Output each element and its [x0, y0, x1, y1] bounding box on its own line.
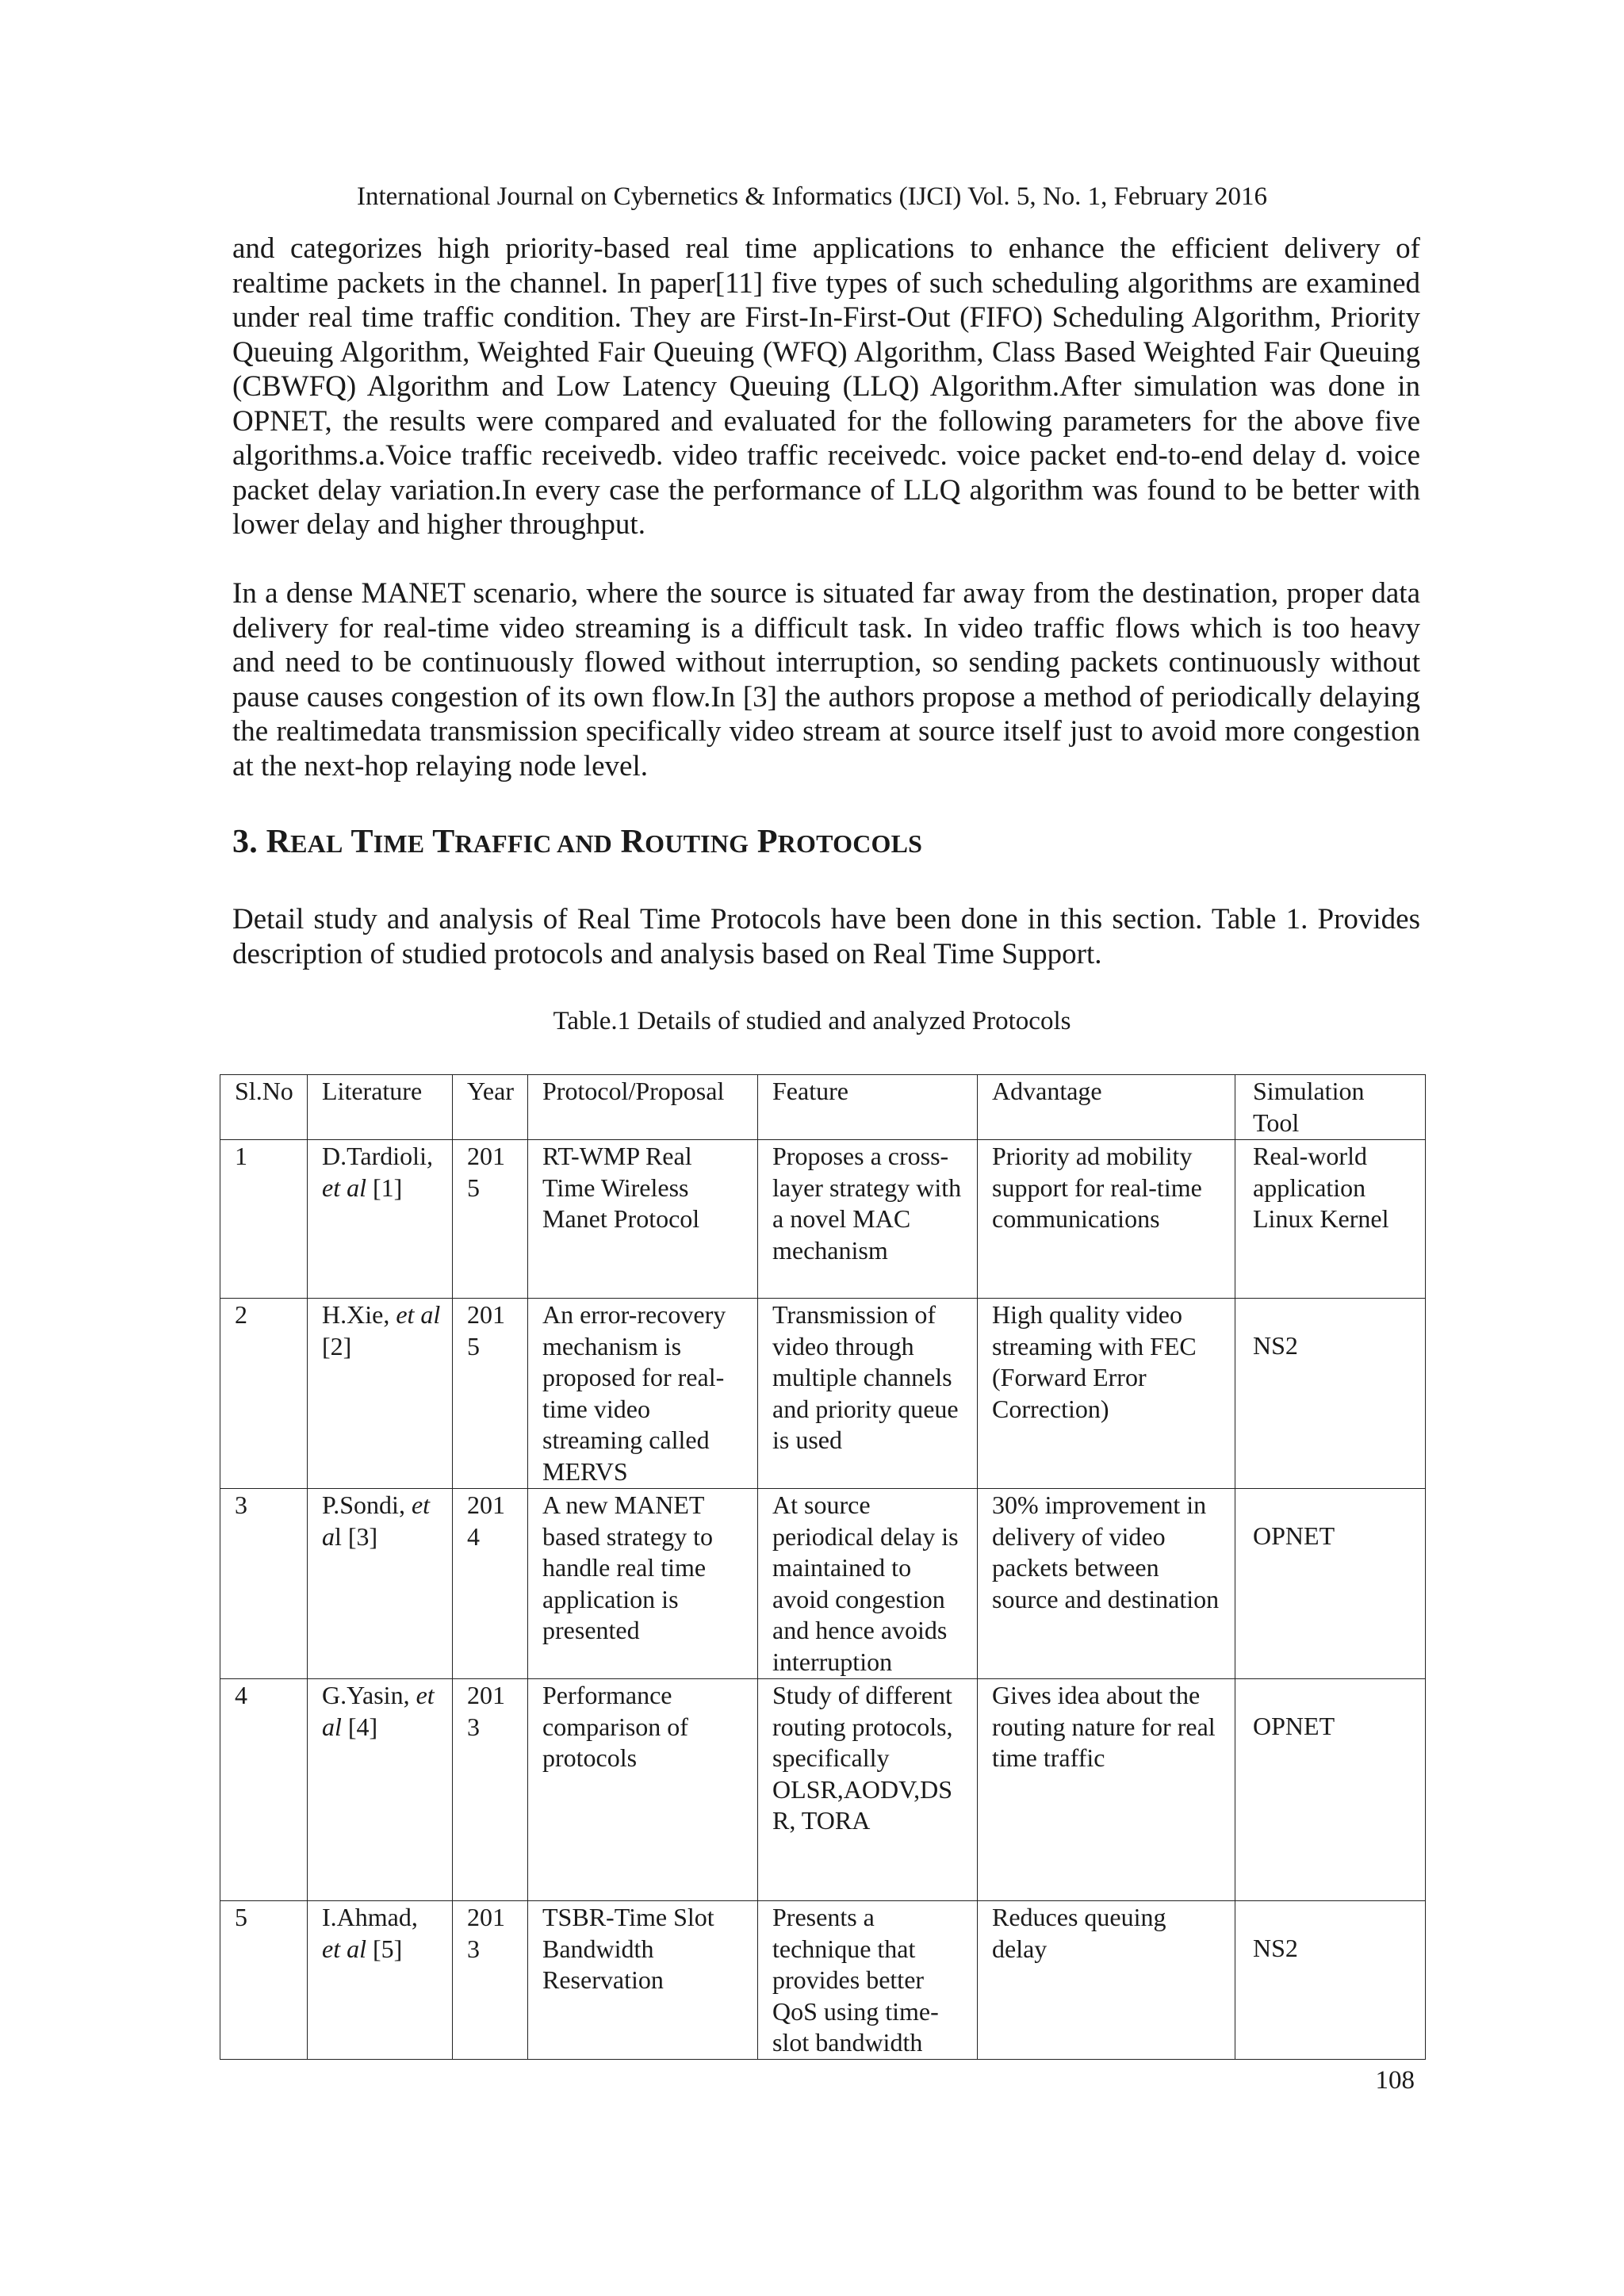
cell-simulation-tool [1235, 1489, 1426, 1679]
section-title-word-2-cap: T [350, 824, 373, 860]
cell-literature [308, 1489, 453, 1679]
cell-feature: At source periodical delay is maintained to avoid congestion and hence avoids interruption [758, 1489, 978, 1679]
simulation-tool-label: NS2 [1253, 1331, 1298, 1360]
cell-feature: Proposes a cross-layer strategy with a novel MAC mechanism [758, 1140, 978, 1299]
cell-literature [308, 1679, 453, 1901]
table-header-row [220, 1075, 1426, 1140]
section-title-word-5-cap: P [756, 824, 778, 860]
section-title-word-4-rest: OUTING [645, 829, 749, 858]
header-advantage: Advantage [978, 1075, 1235, 1140]
literature-etal: et a [322, 1490, 431, 1551]
cell-protocol: TSBR-Time Slot Bandwidth Reservation [528, 1901, 758, 2060]
cell-advantage: Priority ad mobility support for real-time communications [978, 1140, 1235, 1299]
header-feature: Feature [758, 1075, 978, 1140]
cell-simulation-tool: Real-world application Linux Kernel [1235, 1140, 1426, 1299]
cell-year: 2015 [453, 1299, 528, 1489]
literature-ref: l [3] [335, 1521, 378, 1551]
literature-author: P.Sondi, [322, 1490, 412, 1519]
cell-simulation-tool [1235, 1679, 1426, 1901]
section-title-word-5-rest: ROTOCOLS [777, 829, 923, 858]
cell-literature [308, 1299, 453, 1489]
cell-year: 2015 [453, 1140, 528, 1299]
cell-advantage: High quality video streaming with FEC (Forward Error Correction) [978, 1299, 1235, 1489]
section-number: 3. [232, 824, 266, 860]
section-title-word-4-cap: R [620, 824, 645, 860]
cell-literature [308, 1140, 453, 1299]
cell-year: 2014 [453, 1489, 528, 1679]
table-row [220, 1299, 1426, 1489]
cell-slno: 1 [220, 1140, 308, 1299]
header-year: Year [453, 1075, 528, 1140]
cell-simulation-tool [1235, 1901, 1426, 2060]
cell-slno: 3 [220, 1489, 308, 1679]
cell-slno: 4 [220, 1679, 308, 1901]
section-title-word-3-rest: RAFFIC AND [454, 829, 612, 858]
cell-feature: Presents a technique that provides better QoS using time-slot bandwidth [758, 1901, 978, 2060]
table-row [220, 1679, 1426, 1901]
section-title-word-1-cap: R [266, 824, 291, 860]
header-literature: Literature [308, 1075, 453, 1140]
literature-author: H.Xie, [322, 1300, 396, 1329]
cell-feature: Transmission of video through multiple channels and priority queue is used [758, 1299, 978, 1489]
literature-etal: , et al [322, 1142, 433, 1202]
table-caption: Table.1 Details of studied and analyzed Protocols [553, 1007, 1071, 1035]
literature-etal: et al [322, 1934, 366, 1963]
header-protocol: Protocol/Proposal [528, 1075, 758, 1140]
page-number: 108 [1375, 2066, 1415, 2095]
literature-author: G.Yasin, [322, 1681, 416, 1709]
table-row [220, 1901, 1426, 2060]
cell-slno: 5 [220, 1901, 308, 2060]
body-paragraph-2: In a dense MANET scenario, where the source is situated far away from the destination, proper data delivery for real-time video streaming is a difficult task. In video traffic flows which is too heavy and need to be continuously flowed without interruption, so sending packets continuously without pause causes congestion of its own flow.In [3] the authors propose a method of periodically delaying the realtimedata transmission specifically video stream at source itself just to avoid more congestion at the next-hop relaying node level. [232, 577, 1420, 783]
body-paragraph-1: and categorizes high priority-based real time applications to enhance the efficient delivery of realtime packets in the channel. In paper[11] five types of such scheduling algorithms are examined under real time traffic condition. They are First-In-First-Out (FIFO) Scheduling Algorithm, Priority Queuing Algorithm, Weighted Fair Queuing (WFQ) Algorithm, Class Based Weighted Fair Queuing (CBWFQ) Algorithm and Low Latency Queuing (LLQ) Algorithm.After simulation was done in OPNET, the results were compared and evaluated for the following parameters for the above five algorithms.a.Voice traffic receivedb. video traffic receivedc. voice packet end-to-end delay d. voice packet delay variation.In every case the performance of LLQ algorithm was found to be better with lower delay and higher throughput. [232, 232, 1420, 541]
cell-literature [308, 1901, 453, 2060]
literature-author: D.Tardioli [322, 1142, 427, 1170]
literature-ref: [5] [366, 1934, 403, 1963]
table-row [220, 1489, 1426, 1679]
cell-protocol: An error-recovery mechanism is proposed for real-time video streaming called MERVS [528, 1299, 758, 1489]
literature-ref: [4] [341, 1712, 378, 1741]
literature-ref: [1] [366, 1173, 403, 1202]
literature-author: I.Ahmad, [322, 1903, 418, 1931]
body-paragraph-3: Detail study and analysis of Real Time Protocols have been done in this section. Table 1. Provides description of studied protocols and analysis based on Real Time Support. [232, 903, 1420, 970]
simulation-tool-label: NS2 [1253, 1934, 1298, 1962]
header-simulation-tool: Simulation Tool [1235, 1075, 1426, 1140]
table-row [220, 1140, 1426, 1299]
section-title-word-3-cap: T [432, 824, 455, 860]
literature-etal: et al [322, 1681, 435, 1741]
cell-advantage: 30% improvement in delivery of video packets between source and destination [978, 1489, 1235, 1679]
section-title-word-2-rest: IME [373, 829, 425, 858]
cell-year: 2013 [453, 1901, 528, 2060]
running-header: International Journal on Cybernetics & Informatics (IJCI) Vol. 5, No. 1, February 2016 [356, 182, 1268, 211]
cell-slno: 2 [220, 1299, 308, 1489]
cell-year: 2013 [453, 1679, 528, 1901]
literature-etal: et al [396, 1300, 441, 1329]
section-title-word-1-rest: EAL [290, 829, 343, 858]
cell-protocol: A new MANET based strategy to handle real time application is presented [528, 1489, 758, 1679]
literature-table [220, 1074, 1426, 2060]
cell-simulation-tool [1235, 1299, 1426, 1489]
cell-protocol: Performance comparison of protocols [528, 1679, 758, 1901]
cell-protocol: RT-WMP Real Time Wireless Manet Protocol [528, 1140, 758, 1299]
section-heading [232, 820, 922, 866]
literature-ref: [2] [322, 1331, 352, 1360]
header-slno: Sl.No [220, 1075, 308, 1140]
cell-advantage: Gives idea about the routing nature for real time traffic [978, 1679, 1235, 1901]
cell-feature: Study of different routing protocols, specifically OLSR,AODV,DSR, TORA [758, 1679, 978, 1901]
simulation-tool-label: OPNET [1253, 1712, 1335, 1740]
simulation-tool-label: OPNET [1253, 1521, 1335, 1550]
cell-advantage: Reduces queuing delay [978, 1901, 1235, 2060]
